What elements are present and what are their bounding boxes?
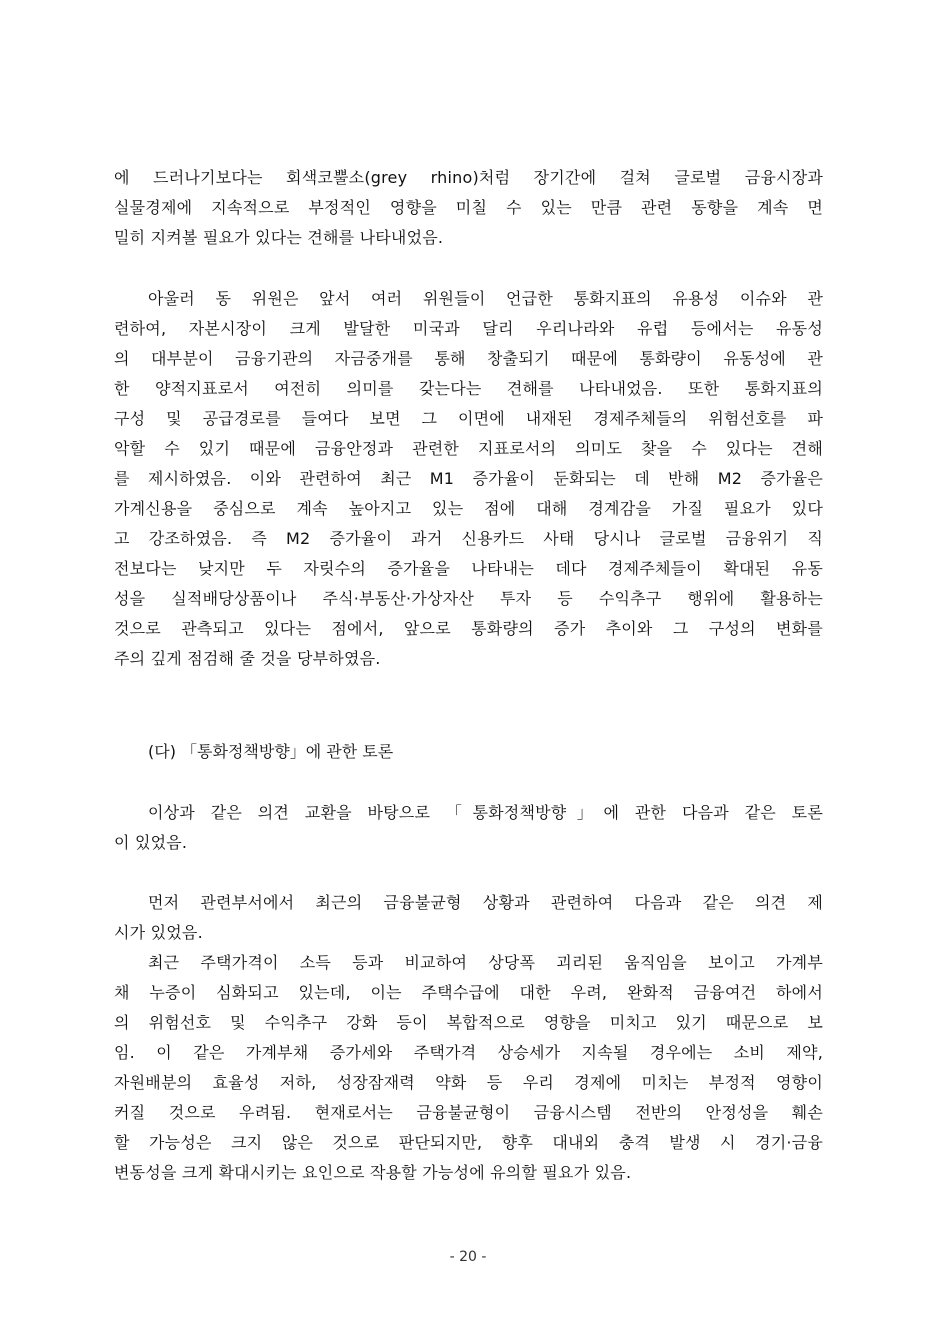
text-line: 아울러 동 위원은 앞서 여러 위원들이 언급한 통화지표의 유용성 이슈와 관 (148, 289, 823, 308)
text-line: 할 가능성은 크지 않은 것으로 판단되지만, 향후 대내외 충격 발생 시 경기·금융 (114, 1133, 823, 1152)
text-line: 이 있었음. (114, 833, 188, 852)
text-line: 를 제시하였음. 이와 관련하여 최근 M1 증가율이 둔화되는 데 반해 M2 증가율은 (114, 469, 823, 488)
text-line: 것으로 관측되고 있다는 점에서, 앞으로 통화량의 증가 추이와 그 구성의 변화를 (114, 619, 823, 638)
text-line: 한 양적지표로서 여전히 의미를 갖는다는 견해를 나타내었음. 또한 통화지표의 (114, 379, 823, 398)
text-line: 자원배분의 효율성 저하, 성장잠재력 약화 등 우리 경제에 미치는 부정적 영향이 (114, 1073, 823, 1092)
text-line: 임. 이 같은 가계부채 증가세와 주택가격 상승세가 지속될 경우에는 소비 제약, (114, 1043, 823, 1062)
text-line: 악할 수 있기 때문에 금융안정과 관련한 지표로서의 의미도 찾을 수 있다는 견해 (114, 439, 823, 458)
text-line: 성을 실적배당상품이나 주식·부동산·가상자산 투자 등 수익추구 행위에 활용하는 (114, 589, 823, 608)
text-line: 커질 것으로 우려됨. 현재로서는 금융불균형이 금융시스템 전반의 안정성을 훼손 (114, 1103, 823, 1122)
text-line: 시가 있었음. (114, 923, 203, 942)
text-line: 고 강조하였음. 즉 M2 증가율이 과거 신용카드 사태 당시나 글로벌 금융위기 직 (114, 529, 823, 548)
paragraph-monetary-indicators (114, 284, 823, 674)
section-heading: (다) 「통화정책방향」에 관한 토론 (148, 742, 394, 761)
text-line: 가계신용을 중심으로 계속 높아지고 있는 점에 대해 경계감을 가질 필요가 있다 (114, 499, 823, 518)
paragraph-continuation (114, 163, 823, 253)
text-line: 구성 및 공급경로를 들여다 보면 그 이면에 내재된 경제주체들의 위험선호를 파 (114, 409, 823, 428)
text-line: 에 드러나기보다는 회색코뿔소(grey rhino)처럼 장기간에 걸쳐 글로벌 금융시장과 (114, 168, 823, 187)
text-line: 전보다는 낮지만 두 자릿수의 증가율을 나타내는 데다 경제주체들이 확대된 유동 (114, 559, 823, 578)
page-number: - 20 - (449, 1249, 487, 1265)
text-line: 밀히 지켜볼 필요가 있다는 견해를 나타내었음. (114, 228, 444, 247)
text-line: 실물경제에 지속적으로 부정적인 영향을 미칠 수 있는 만큼 관련 동향을 계속 면 (114, 198, 823, 217)
text-line: 의 대부분이 금융기관의 자금중개를 통해 창출되기 때문에 통화량이 유동성에 관 (114, 349, 823, 368)
text-line: 주의 깊게 점검해 줄 것을 당부하였음. (114, 649, 381, 668)
paragraph-financial-imbalance (114, 948, 823, 1188)
paragraph-department-opinion (114, 888, 823, 948)
text-line: 이상과 같은 의견 교환을 바탕으로 「통화정책방향」에 관한 다음과 같은 토론 (148, 803, 823, 822)
text-line: 최근 주택가격이 소득 등과 비교하여 상당폭 괴리된 움직임을 보이고 가계부 (148, 953, 823, 972)
text-line: 의 위험선호 및 수익추구 강화 등이 복합적으로 영향을 미치고 있기 때문으로 보 (114, 1013, 823, 1032)
text-line: 먼저 관련부서에서 최근의 금융불균형 상황과 관련하여 다음과 같은 의견 제 (148, 893, 823, 912)
text-line: 련하여, 자본시장이 크게 발달한 미국과 달리 우리나라와 유럽 등에서는 유동성 (114, 319, 823, 338)
paragraph-discussion-intro (114, 798, 823, 858)
text-line: 채 누증이 심화되고 있는데, 이는 주택수급에 대한 우려, 완화적 금융여건 하에서 (114, 983, 823, 1002)
text-line: 변동성을 크게 확대시키는 요인으로 작용할 가능성에 유의할 필요가 있음. (114, 1163, 632, 1182)
